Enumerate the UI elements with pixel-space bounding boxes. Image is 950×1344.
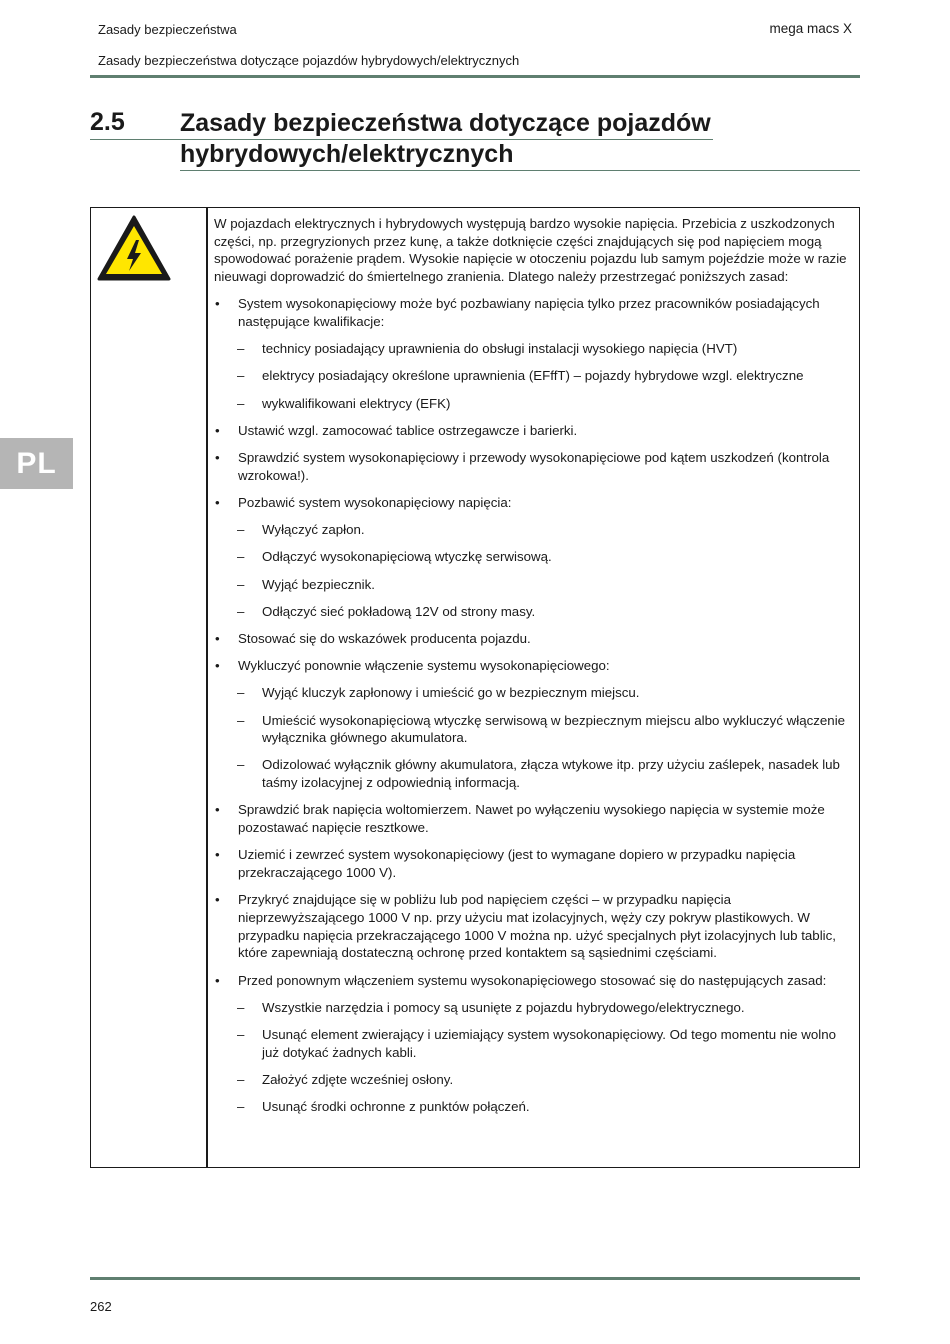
- sub-item: [214, 521, 854, 539]
- dash-marker: –: [237, 757, 245, 773]
- sub-item: [214, 603, 854, 621]
- bullet-marker: •: [215, 658, 220, 674]
- bullet-item: [214, 846, 854, 881]
- bullet-item: [214, 891, 854, 962]
- box-divider: [206, 208, 208, 1167]
- high-voltage-warning-icon: [96, 214, 172, 282]
- sub-item: [214, 1098, 854, 1116]
- item-text: technicy posiadający uprawnienia do obsługi instalacji wysokiego napięcia (HVT): [262, 341, 738, 357]
- item-text: Założyć zdjęte wcześniej osłony.: [262, 1071, 454, 1087]
- header-section: Zasady bezpieczeństwa dotyczące pojazdów hybrydowych/elektrycznych: [98, 53, 520, 68]
- page-number: 262: [90, 1299, 112, 1314]
- header-rule: [90, 75, 860, 78]
- dash-marker: –: [237, 341, 245, 357]
- sub-item: [214, 756, 854, 791]
- bullet-marker: •: [215, 847, 220, 863]
- sub-item: [214, 999, 854, 1017]
- item-text: Wykluczyć ponownie włączenie systemu wysokonapięciowego:: [238, 658, 610, 674]
- item-text: Pozbawić system wysokonapięciowy napięcia:: [238, 494, 512, 510]
- item-text: Umieścić wysokonapięciową wtyczkę serwisową w bezpiecznym miejscu albo wykluczyć włączenie wyłącznika głównego akumulatora.: [262, 712, 846, 746]
- bullet-marker: •: [215, 892, 220, 908]
- item-text: Uziemić i zewrzeć system wysokonapięciowy (jest to wymagane dopiero w przypadku napięcia przekraczającego 1000 V).: [238, 847, 796, 880]
- item-text: Wyjąć kluczyk zapłonowy i umieścić go w bezpiecznym miejscu.: [262, 685, 640, 701]
- sub-item: [214, 367, 854, 385]
- item-text: Sprawdzić system wysokonapięciowy i przewody wysokonapięciowe pod kątem uszkodzeń (kontrola wzrokowa!).: [238, 450, 830, 483]
- safety-content: [214, 215, 854, 1125]
- sub-item: [214, 340, 854, 358]
- safety-rules-list: [214, 295, 854, 1115]
- bullet-marker: •: [215, 296, 220, 312]
- item-text: System wysokonapięciowy może być pozbawiany napięcia tylko przez pracowników posiadających następujące kwalifikacje:: [238, 296, 820, 330]
- sub-item: [214, 1071, 854, 1089]
- item-text: Odłączyć sieć pokładową 12V od strony masy.: [262, 603, 536, 619]
- section-title-line1: Zasady bezpieczeństwa dotyczące pojazdów: [180, 109, 711, 137]
- bullet-marker: •: [215, 802, 220, 818]
- dash-marker: –: [237, 999, 245, 1015]
- dash-marker: –: [237, 368, 245, 384]
- section-title-line2: hybrydowych/elektrycznych: [180, 140, 514, 168]
- bullet-item: [214, 422, 854, 440]
- title-underline-1: [90, 139, 713, 140]
- item-text: Odłączyć wysokonapięciową wtyczkę serwisową.: [262, 549, 552, 565]
- bullet-marker: •: [215, 450, 220, 466]
- footer-rule: [90, 1277, 860, 1280]
- bullet-item: [214, 630, 854, 648]
- dash-marker: –: [237, 522, 245, 538]
- bullet-marker: •: [215, 494, 220, 510]
- dash-marker: –: [237, 685, 245, 701]
- bullet-item: [214, 494, 854, 512]
- title-underline-2: [180, 170, 860, 171]
- dash-marker: –: [237, 1071, 245, 1087]
- bullet-marker: •: [215, 972, 220, 988]
- header-chapter: Zasady bezpieczeństwa: [98, 22, 237, 37]
- item-text: Przykryć znajdujące się w pobliżu lub pod napięciem części – w przypadku napięcia nieprzewyższającego 1000 V np. przy użyciu mat izolacyjnych, węży czy pokryw plastikowych. W przypadku napięcia przekraczającego 1000 V można np. użyć specjalnych płyt izolacyjnych lub tablic, które zapewniają dostateczną ochronę przed kontaktem są sąsiednimi częściami.: [238, 892, 836, 961]
- bullet-item: [214, 972, 854, 990]
- dash-marker: –: [237, 603, 245, 619]
- item-text: Wyłączyć zapłon.: [262, 522, 365, 538]
- item-text: Odizolować wyłącznik główny akumulatora, złącza wtykowe itp. przy użyciu zaślepek, nasadek lub taśmy izolacyjnej z odpowiednią informacją.: [262, 757, 840, 791]
- item-text: Sprawdzić brak napięcia woltomierzem. Nawet po wyłączeniu wysokiego napięcia w systemie może pozostawać napięcie resztkowe.: [238, 802, 825, 836]
- bullet-item: [214, 657, 854, 675]
- item-text: Wszystkie narzędzia i pomocy są usunięte z pojazdu hybrydowego/elektrycznego.: [262, 999, 745, 1015]
- dash-marker: –: [237, 549, 245, 565]
- sub-item: [214, 576, 854, 594]
- intro-text: W pojazdach elektrycznych i hybrydowych występują bardzo wysokie napięcia. Przebicia z uszkodzonych części, np. przegryzionych przez kunę, a także dotknięcie części znajdujących się pod napięciem mogą spowodować porażenie prądem. Wysokie napięcie w otoczeniu pojazdu lub samym pojeździe może w razie nieuwagi doprowadzić do śmiertelnego zranienia. Dlatego należy przestrzegać poniższych zasad:: [214, 216, 847, 285]
- dash-marker: –: [237, 576, 245, 592]
- item-text: Stosować się do wskazówek producenta pojazdu.: [238, 630, 531, 646]
- item-text: Ustawić wzgl. zamocować tablice ostrzegawcze i barierki.: [238, 422, 578, 438]
- sub-item: [214, 684, 854, 702]
- sub-item: [214, 548, 854, 566]
- item-text: Usunąć element zwierający i uziemiający system wysokonapięciowy. Od tego momentu nie wolno już dotykać żadnych kabli.: [262, 1026, 836, 1060]
- item-text: wykwalifikowani elektrycy (EFK): [262, 395, 451, 411]
- sub-item: [214, 1026, 854, 1061]
- bullet-item: [214, 295, 854, 330]
- bullet-item: [214, 801, 854, 836]
- sub-item: [214, 712, 854, 747]
- header-product: mega macs X: [769, 21, 852, 36]
- item-text: Wyjąć bezpiecznik.: [262, 576, 375, 592]
- sub-item: [214, 395, 854, 413]
- safety-box: [90, 207, 860, 1168]
- bullet-marker: •: [215, 630, 220, 646]
- language-tab: PL: [0, 438, 73, 489]
- dash-marker: –: [237, 712, 245, 728]
- section-number: 2.5: [90, 108, 125, 136]
- dash-marker: –: [237, 1026, 245, 1042]
- bullet-item: [214, 449, 854, 484]
- item-text: Przed ponownym włączeniem systemu wysokonapięciowego stosować się do następujących zasad:: [238, 972, 827, 988]
- dash-marker: –: [237, 395, 245, 411]
- dash-marker: –: [237, 1099, 245, 1115]
- bullet-marker: •: [215, 422, 220, 438]
- item-text: Usunąć środki ochronne z punktów połączeń.: [262, 1099, 530, 1115]
- item-text: elektrycy posiadający określone uprawnienia (EFffT) – pojazdy hybrydowe wzgl. elektryczne: [262, 368, 804, 384]
